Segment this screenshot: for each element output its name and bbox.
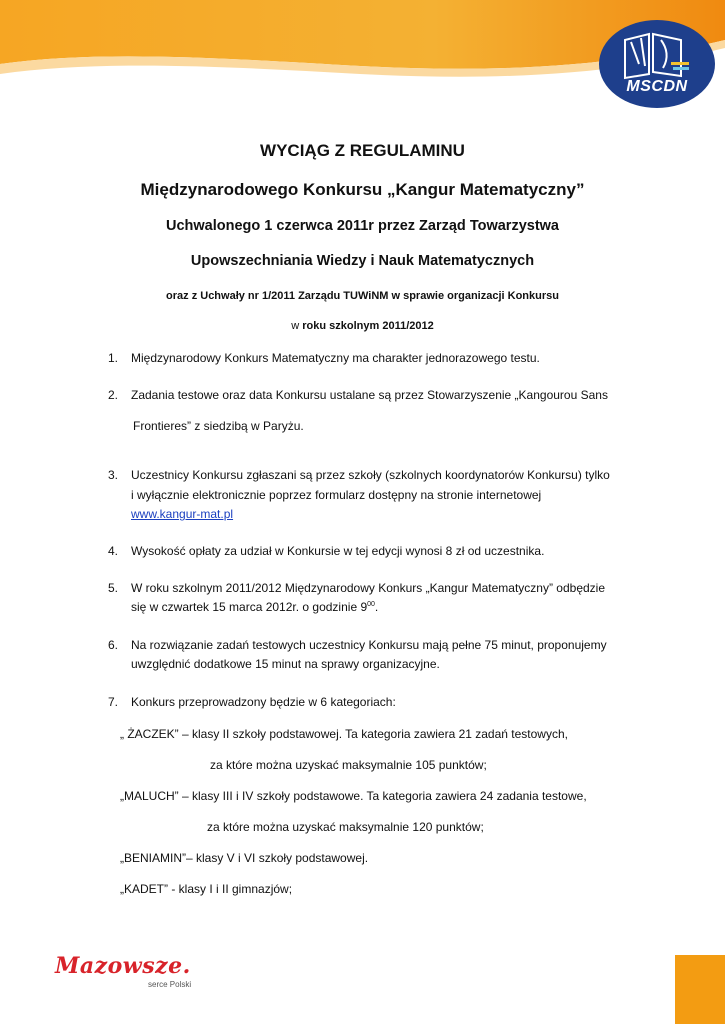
item-5-line-1: W roku szkolnym 2011/2012 Międzynarodowy Konkurs „Kangur Matematyczny” odbędzie	[131, 581, 605, 595]
document-title: WYCIĄG Z REGULAMINU	[260, 141, 465, 160]
category-zaczek-line-1: „ ŻACZEK” – klasy II szkoły podstawowej. Ta kategoria zawiera 21 zadań testowych,	[120, 727, 568, 741]
mscdn-logo	[597, 18, 717, 110]
item-1-number: 1.	[108, 351, 119, 365]
mazowsze-logo	[55, 953, 205, 993]
school-year-line	[0, 320, 725, 332]
item-5-line-2-end: .	[374, 600, 379, 614]
category-beniamin: „BENIAMIN”– klasy V i VI szkoły podstawowej.	[120, 851, 369, 865]
footer-orange-block	[675, 955, 725, 1024]
school-year-bold: roku szkolnym 2011/2012	[302, 320, 434, 332]
mscdn-emblem-icon	[597, 18, 717, 110]
category-maluch-line-1: „MALUCH” – klasy III i IV szkoły podstawowe. Ta kategoria zawiera 24 zadania testowe,	[120, 789, 587, 803]
item-5-line-2	[131, 599, 378, 615]
item-1-text: Międzynarodowy Konkurs Matematyczny ma charakter jednorazowego testu.	[131, 351, 540, 365]
logo-text: MSCDN	[626, 78, 688, 95]
item-5-number: 5.	[108, 581, 119, 595]
item-3-line-2: i wyłącznie elektronicznie poprzez formularz dostępny na stronie internetowej	[131, 488, 542, 502]
mazowsze-brand-text: Mazowsze.	[55, 953, 191, 979]
item-5-line-2-text: się w czwartek 15 marca 2012r. o godzinie 9	[131, 600, 368, 614]
item-6-number: 6.	[108, 638, 119, 652]
mazowsze-tagline: serce Polski	[148, 980, 192, 989]
category-maluch-line-2: za które można uzyskać maksymalnie 120 punktów;	[207, 820, 484, 834]
item-3-number: 3.	[108, 468, 119, 482]
society-line: Upowszechniania Wiedzy i Nauk Matematycznych	[190, 253, 535, 269]
item-3-line-1: Uczestnicy Konkursu zgłaszani są przez szkoły (szkolnych koordynatorów Konkursu) tylko	[131, 468, 610, 482]
document-subtitle: Międzynarodowego Konkursu „Kangur Matematyczny”	[140, 180, 585, 199]
item-3-link-row	[131, 506, 233, 522]
resolution-note: oraz z Uchwały nr 1/2011 Zarządu TUWiNM w sprawie organizacji Konkursu	[166, 290, 559, 302]
item-2-line-2: Frontieres” z siedzibą w Paryżu.	[133, 419, 304, 433]
kangur-website-link[interactable]: www.kangur-mat.pl	[131, 507, 234, 521]
item-6-line-2: uwzględnić dodatkowe 15 minut na sprawy organizacyjne.	[131, 657, 440, 671]
resolution-line: Uchwalonego 1 czerwca 2011r przez Zarząd Towarzystwa	[166, 218, 559, 234]
item-4-number: 4.	[108, 544, 119, 558]
category-zaczek-line-2: za które można uzyskać maksymalnie 105 punktów;	[210, 758, 487, 772]
item-4-text: Wysokość opłaty za udział w Konkursie w tej edycji wynosi 8 zł od uczestnika.	[131, 544, 545, 558]
item-7-number: 7.	[108, 695, 119, 709]
category-kadet: „KADET” - klasy I i II gimnazjów;	[120, 882, 293, 896]
item-2-line-1: Zadania testowe oraz data Konkursu ustalane są przez Stowarzyszenie „Kangourou Sans	[131, 388, 608, 402]
item-7-text: Konkurs przeprowadzony będzie w 6 kategoriach:	[131, 695, 396, 709]
item-5-time-superscript: 00	[367, 601, 375, 608]
item-2-number: 2.	[108, 388, 119, 402]
item-6-line-1: Na rozwiązanie zadań testowych uczestnicy Konkursu mają pełne 75 minut, proponujemy	[131, 638, 607, 652]
school-year-prefix: w	[291, 320, 303, 332]
